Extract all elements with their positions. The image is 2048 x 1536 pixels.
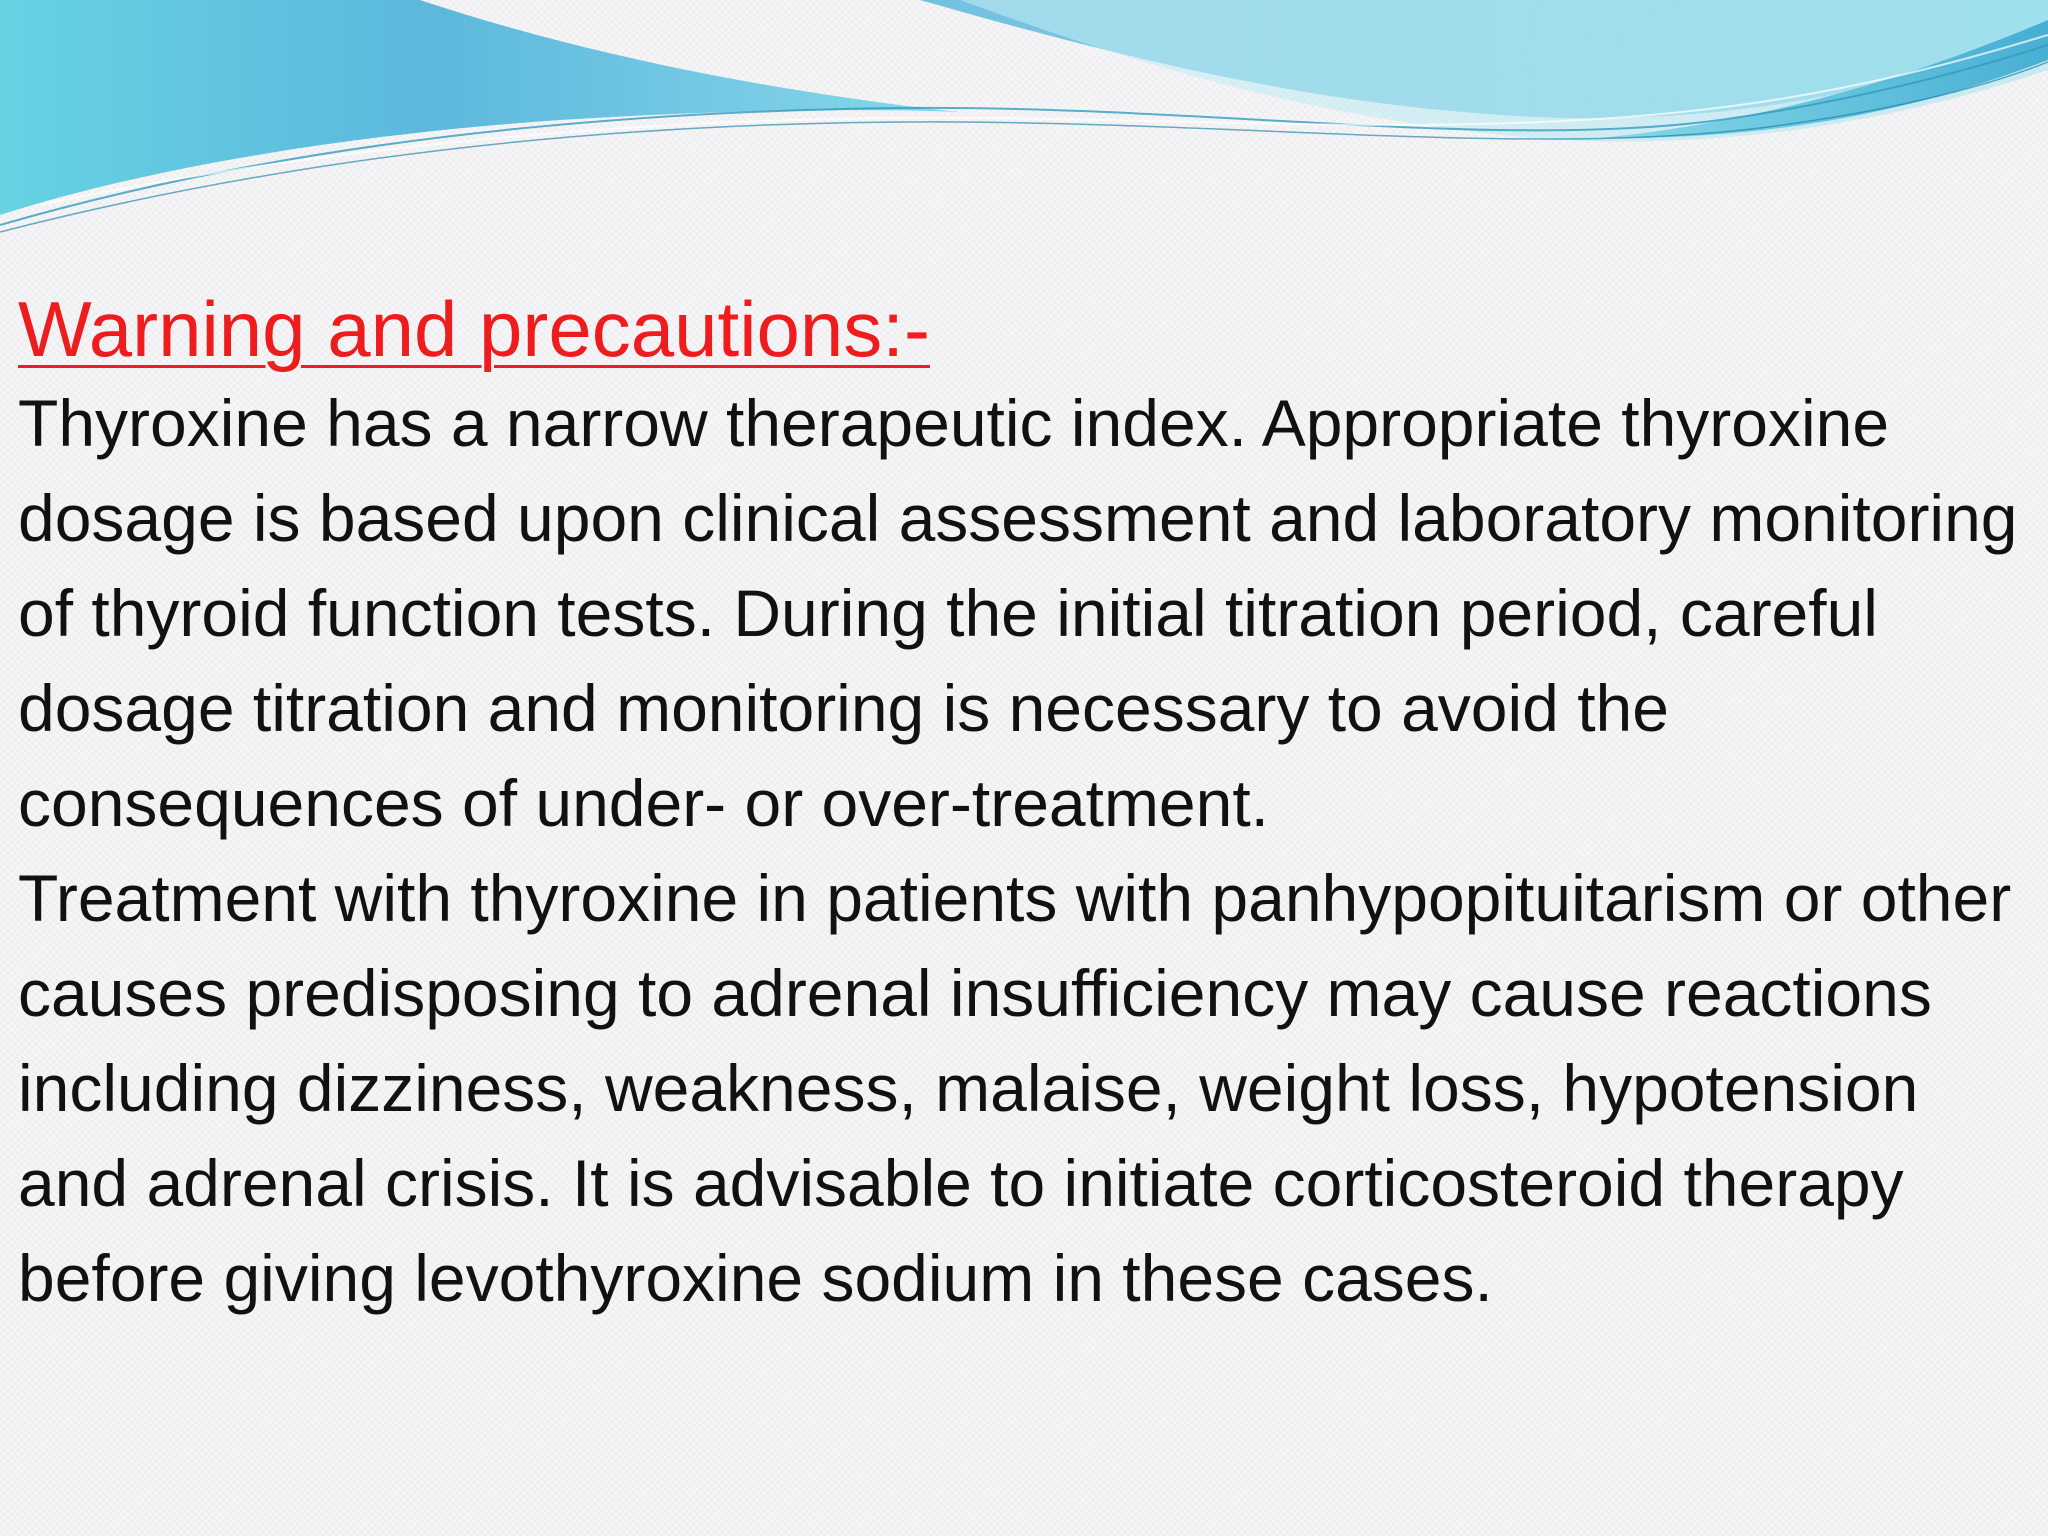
slide-content — [18, 282, 2033, 1532]
decorative-wave-header — [0, 0, 2048, 240]
paragraph-adrenal-insufficiency: Treatment with thyroxine in patients with panhypopituitarism or other causes predisposing to adrenal insufficiency may cause reactions including dizziness, weakness, malaise, weight loss, hypotension and adrenal crisis. It is advisable to initiate corticosteroid therapy before giving levothyroxine sodium in these cases. — [18, 861, 2012, 1315]
slide-title: Warning and precautions:- — [18, 285, 930, 373]
paragraph-narrow-therapeutic-index: Thyroxine has a narrow therapeutic index. Appropriate thyroxine dosage is based upon clinical assessment and laboratory monitoring of thyroid function tests. During the initial titration period, careful dosage titration and monitoring is necessary to avoid the consequences of under- or over-treatment. — [18, 386, 2018, 840]
wave-band-left — [0, 0, 960, 215]
